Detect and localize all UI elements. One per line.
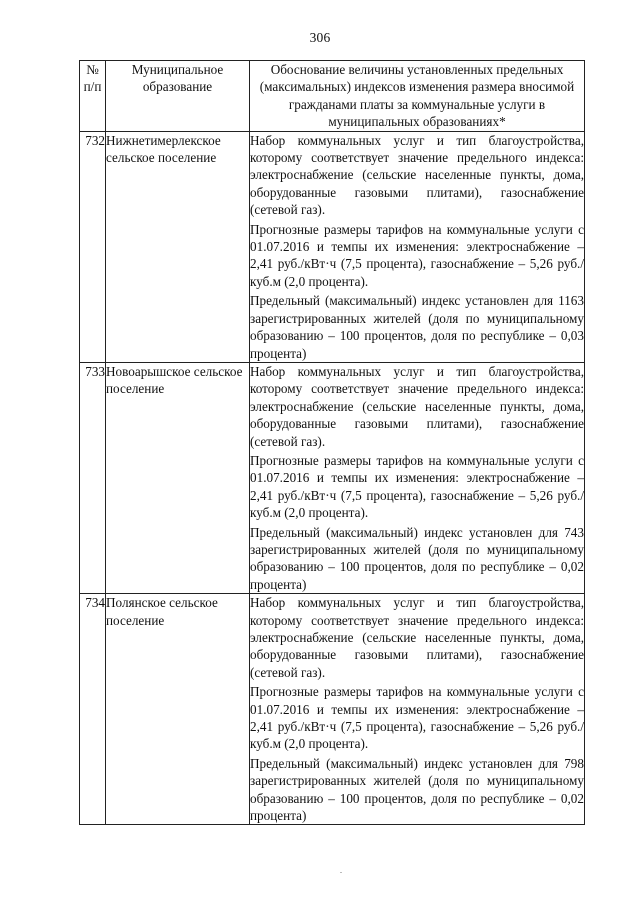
scan-speck xyxy=(340,872,342,873)
tariff-index-table xyxy=(79,60,585,825)
row-number: 733 xyxy=(80,362,106,593)
row-municipality: Полянское сельское поселение xyxy=(106,594,250,825)
row-justification xyxy=(250,594,585,825)
table-row xyxy=(80,594,585,825)
index-coverage-paragraph: Предельный (максимальный) индекс установлен для 798 зарегистрированных жителей (доля по муниципальному образованию – 100 процентов, доля по республике – 0,02 процента) xyxy=(250,755,584,824)
row-municipality: Новоарышское сельское поселение xyxy=(106,362,250,593)
utility-set-paragraph: Набор коммунальных услуг и тип благоустройства, которому соответствует значение предельного индекса: электроснабжение (сельские населенные пункты, дома, оборудованные газовыми плитами), газоснабжение (сетевой газ). xyxy=(250,363,584,449)
table-row xyxy=(80,131,585,362)
tariff-forecast-paragraph: Прогнозные размеры тарифов на коммунальные услуги с 01.07.2016 и темпы их изменения: электроснабжение – 2,41 руб./кВт·ч (7,5 процента), газоснабжение – 5,26 руб./куб.м (2,0 процента). xyxy=(250,452,584,521)
tariff-forecast-paragraph: Прогнозные размеры тарифов на коммунальные услуги с 01.07.2016 и темпы их изменения: электроснабжение – 2,41 руб./кВт·ч (7,5 процента), газоснабжение – 5,26 руб./куб.м (2,0 процента). xyxy=(250,221,584,289)
row-number: 734 xyxy=(80,594,106,825)
header-number: № п/п xyxy=(80,61,106,132)
index-coverage-paragraph: Предельный (максимальный) индекс установлен для 1163 зарегистрированных жителей (доля по муниципальному образованию – 100 процентов, доля по республике – 0,03 процента) xyxy=(250,293,584,361)
row-justification xyxy=(250,362,585,593)
table-header-row xyxy=(80,61,585,132)
table-row xyxy=(80,362,585,593)
header-municipality: Муниципальное образование xyxy=(106,61,250,132)
utility-set-paragraph: Набор коммунальных услуг и тип благоустройства, которому соответствует значение предельного индекса: электроснабжение (сельские населенные пункты, дома, оборудованные газовыми плитами), газоснабжение (сетевой газ). xyxy=(250,132,584,218)
tariff-forecast-paragraph: Прогнозные размеры тарифов на коммунальные услуги с 01.07.2016 и темпы их изменения: электроснабжение – 2,41 руб./кВт·ч (7,5 процента), газоснабжение – 5,26 руб./куб.м (2,0 процента). xyxy=(250,684,584,752)
row-justification xyxy=(250,131,585,362)
row-municipality: Нижнетимерлекское сельское поселение xyxy=(106,131,250,362)
index-coverage-paragraph: Предельный (максимальный) индекс установлен для 743 зарегистрированных жителей (доля по муниципальному образованию – 100 процентов, доля по республике – 0,02 процента) xyxy=(250,524,584,592)
page-number: 306 xyxy=(309,30,331,45)
header-justification: Обоснование величины установленных предельных (максимальных) индексов изменения размера вносимой гражданами платы за коммунальные услуги в муниципальных образованиях* xyxy=(250,61,585,132)
row-number: 732 xyxy=(80,131,106,362)
utility-set-paragraph: Набор коммунальных услуг и тип благоустройства, которому соответствует значение предельного индекса: электроснабжение (сельские населенные пункты, дома, оборудованные газовыми плитами), газоснабжение (сетевой газ). xyxy=(250,595,584,680)
